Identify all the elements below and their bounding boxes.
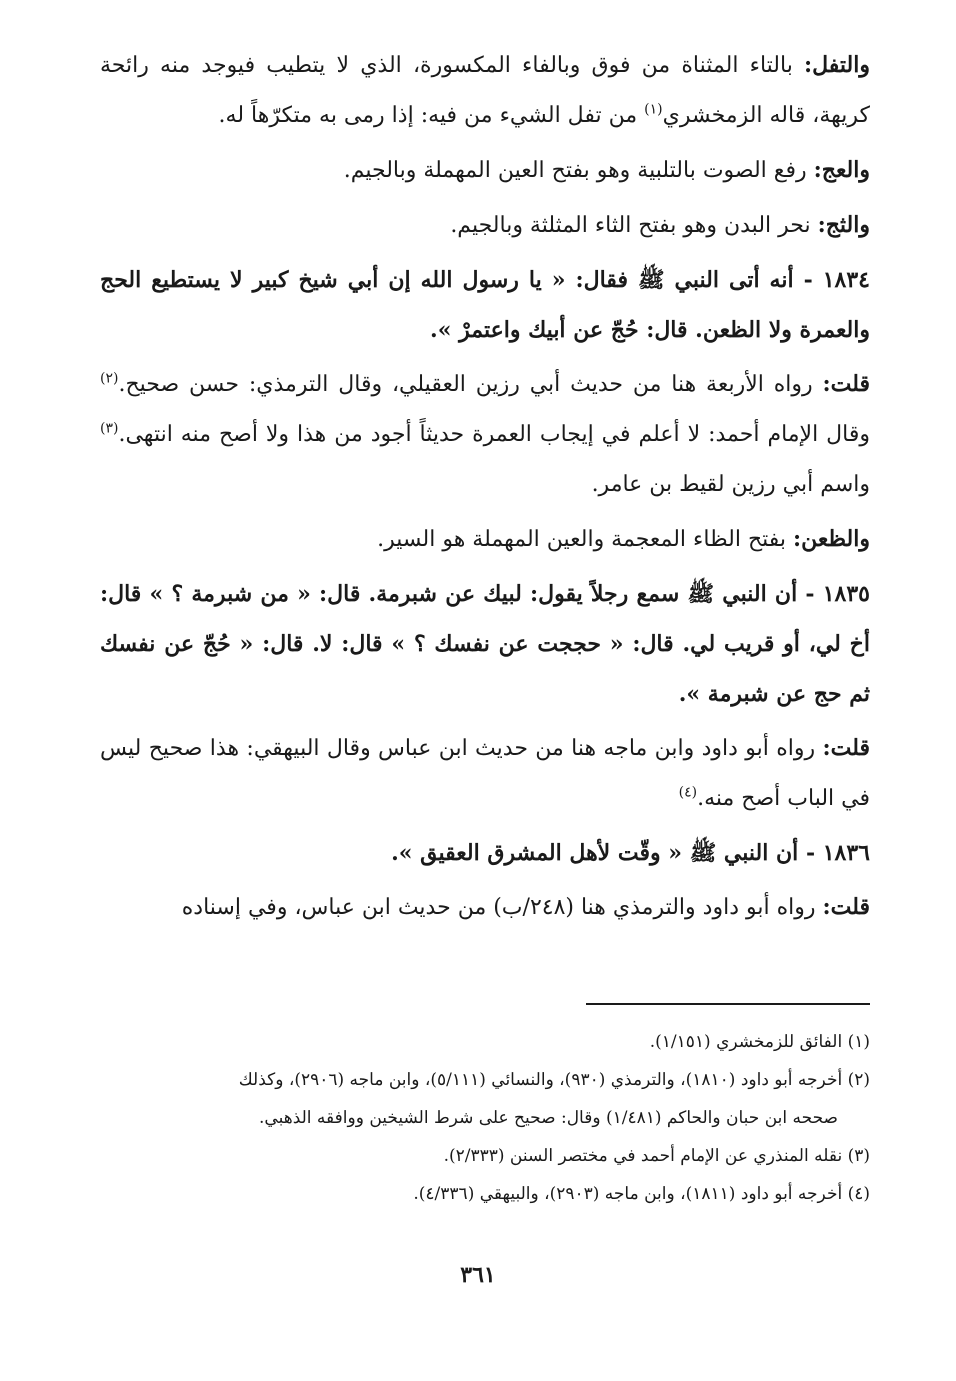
- footnote-ref[interactable]: (٣): [100, 420, 119, 437]
- term-label: قلت:: [822, 371, 870, 397]
- paragraph-text: بفتح الظاء المعجمة والعين المهملة هو السير.: [377, 527, 794, 552]
- page-number: ٣٦١: [460, 1262, 496, 1288]
- paragraph-zaan: [100, 514, 870, 565]
- term-label: قلت:: [822, 894, 870, 920]
- paragraph-thajj: [100, 200, 870, 251]
- commentary-1834: [100, 359, 870, 510]
- hadith-1834: ١٨٣٤ - أنه أتى النبي ﷺ فقال: « يا رسول الله إن أبي شيخ كبير لا يستطيع الحج والعمرة ولا الظعن. قال: حُجّ عن أبيك واعتمرْ ».: [100, 267, 870, 343]
- paragraph-text: رواه الأربعة هنا من حديث أبي رزين العقيلي، وقال الترمذي: حسن صحيح.: [118, 372, 823, 397]
- paragraph-text: واسم أبي رزين لقيط بن عامر.: [591, 472, 870, 497]
- term-label: والتفل:: [804, 52, 870, 78]
- footnote-2-continuation: صححه ابن حبان والحاكم (١/٤٨١) وقال: صحيح على شرط الشيخين ووافقه الذهبي.: [259, 1108, 838, 1128]
- paragraph-text: وقال الإمام أحمد: لا أعلم في إيجاب العمرة حديثاً أجود من هذا ولا أصح منه انتهى.: [118, 422, 870, 447]
- paragraph-text: نحر البدن وهو بفتح الثاء المثلثة وبالجيم.: [450, 213, 818, 238]
- paragraph-text: رواه أبو داود وابن ماجه هنا من حديث ابن عباس وقال البيهقي: هذا صحيح ليس في الباب أصح منه.: [100, 736, 870, 811]
- paragraph-ajj: [100, 145, 870, 196]
- footnote-3: (٣) نقله المنذري عن الإمام أحمد في مختصر السنن (٢/٣٣٣).: [443, 1146, 870, 1166]
- term-label: قلت:: [822, 735, 870, 761]
- commentary-1836: [100, 882, 870, 933]
- footnote-ref[interactable]: (٢): [100, 370, 119, 387]
- footnote-4: (٤) أخرجه أبو داود (١٨١١)، وابن ماجه (٢٩٠٣)، والبيهقي (٤/٣٣٦).: [413, 1184, 870, 1204]
- footnote-divider: [586, 1003, 870, 1005]
- paragraph-text: رواه أبو داود والترمذي هنا (٢٤٨/ب) من حديث ابن عباس، وفي إسناده: [181, 895, 823, 920]
- term-label: والظعن:: [793, 526, 870, 552]
- footnote-2: (٢) أخرجه أبو داود (١٨١٠)، والترمذي (٩٣٠)، والنسائي (٥/١١١)، وابن ماجه (٢٩٠٦)، وكذلك: [238, 1070, 870, 1090]
- paragraph-text: بالتاء المثناة من فوق وبالفاء المكسورة، الذي لا يتطيب فيوجد منه رائحة كريهة، قاله الزمخشري: [100, 53, 870, 128]
- footnote-1: (١) الفائق للزمخشري (١/١٥١).: [649, 1032, 870, 1052]
- hadith-1835: ١٨٣٥ - أن النبي ﷺ سمع رجلاً يقول: لبيك عن شبرمة. قال: « من شبرمة ؟ » قال: أخ لي، أو قريب لي. قال: « حججت عن نفسك ؟ » قال: لا. قال: « حُجّ عن نفسك ثم حج عن شبرمة ».: [100, 581, 870, 707]
- footnote-ref[interactable]: (١): [644, 101, 663, 118]
- footnote-ref[interactable]: (٤): [678, 784, 698, 801]
- term-label: والثج:: [817, 212, 870, 238]
- paragraph-text: من تفل الشيء من فيه: إذا رمى به متكرّهاً له.: [218, 103, 645, 128]
- paragraph-text: رفع الصوت بالتلبية وهو بفتح العين المهملة وبالجيم.: [343, 158, 814, 183]
- commentary-1835: [100, 723, 870, 824]
- term-label: والعج:: [813, 157, 870, 183]
- main-text: [100, 40, 870, 937]
- hadith-1836: ١٨٣٦ - أن النبي ﷺ « وقّت لأهل المشرق العقيق ».: [391, 840, 870, 866]
- footnotes: [100, 1025, 870, 1215]
- paragraph-tafl: [100, 40, 870, 141]
